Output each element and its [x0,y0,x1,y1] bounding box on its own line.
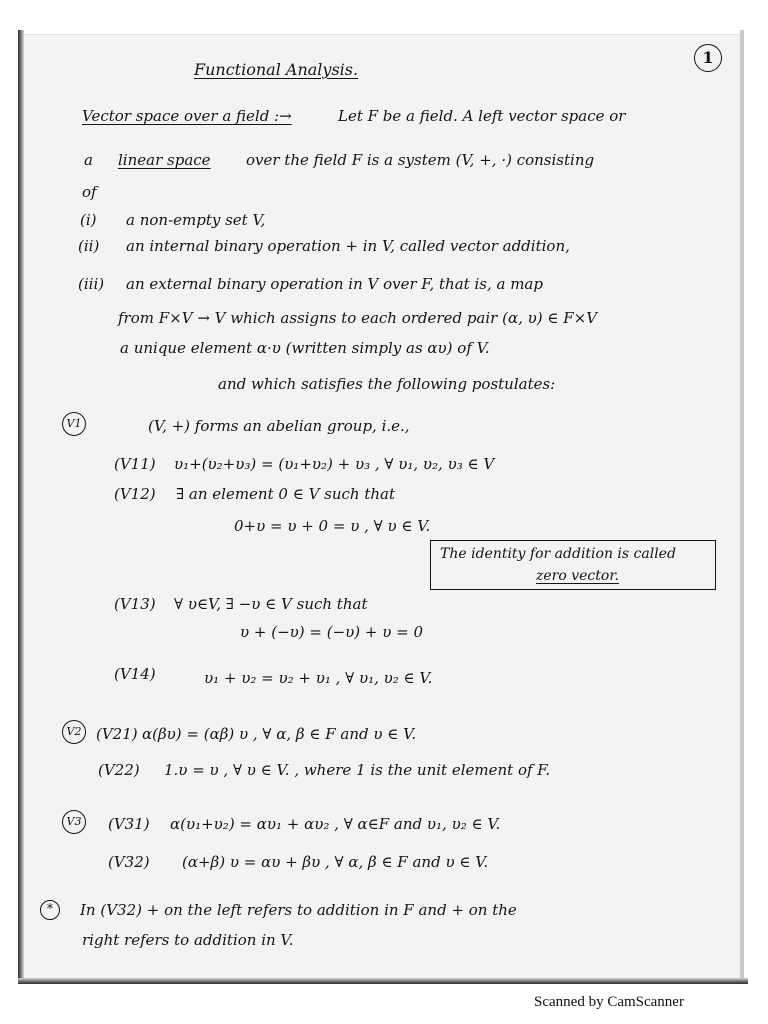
page-number: 1 [694,44,722,72]
axiom-label: (V22) [98,761,140,779]
axiom-text: α(υ₁+υ₂) = αυ₁ + αυ₂ , ∀ α∈F and υ₁, υ₂ ∈ V. [170,815,501,833]
postulate-v3-badge: V3 [62,810,86,834]
condition-3-continued: from F×V → V which assigns to each ordered pair (α, υ) ∈ F×V [118,309,598,327]
definition-line-2: over the field F is a system (V, +, ·) consisting [246,151,595,169]
axiom-label: (V31) [108,815,150,833]
postulate-v2-badge: V2 [62,720,86,744]
axiom-text: ∀ υ∈V, ∃ −υ ∈ V such that [174,595,368,613]
definition-line-1: Let F be a field. A left vector space or [338,107,626,125]
inverse-equation: υ + (−υ) = (−υ) + υ = 0 [240,623,423,641]
axiom-label: (V13) [114,595,156,613]
footnote-line-2: right refers to addition in V. [82,931,294,949]
camscanner-watermark: Scanned by CamScanner [534,994,684,1010]
axiom-label: (V11) [114,455,156,473]
postulate-v1-text: (V, +) forms an abelian group, i.e., [148,417,410,435]
condition-text: an external binary operation in V over F, that is, a map [126,275,543,293]
postulates-intro: and which satisfies the following postulates: [218,375,556,393]
condition-text: an internal binary operation + in V, called vector addition, [126,237,570,255]
axiom-text: υ₁ + υ₂ = υ₂ + υ₁ , ∀ υ₁, υ₂ ∈ V. [204,669,433,687]
axiom-label: (V12) [114,485,156,503]
axiom-text: ∃ an element 0 ∈ V such that [176,485,396,503]
asterisk-icon: * [40,900,60,920]
footnote-line-1: In (V32) + on the left refers to addition in F and + on the [80,901,517,919]
postulate-v1-badge: V1 [62,412,86,436]
page-edge-bottom [18,978,748,984]
axiom-label: (V21) [96,725,138,743]
zero-identity-equation: 0+υ = υ + 0 = υ , ∀ υ ∈ V. [234,517,431,535]
definition-line-3: of [82,183,97,201]
condition-num: (ii) [78,237,100,255]
axiom-text: υ₁+(υ₂+υ₃) = (υ₁+υ₂) + υ₃ , ∀ υ₁, υ₂, υ₃ ∈ V [174,455,495,473]
condition-text: a non-empty set V, [126,211,266,229]
axiom-text: α(βυ) = (αβ) υ , ∀ α, β ∈ F and υ ∈ V. [142,725,417,743]
page-edge-left [18,30,24,984]
zero-vector-note-line-2: zero vector. [536,568,619,584]
notebook-paper [22,34,744,980]
axiom-text: (α+β) υ = αυ + βυ , ∀ α, β ∈ F and υ ∈ V. [182,853,489,871]
axiom-label: (V14) [114,665,156,683]
zero-vector-note-line-1: The identity for addition is called [440,546,676,562]
definition-line-2-a: a [84,151,93,169]
page-edge-right [740,30,744,984]
condition-num: (i) [80,211,97,229]
definition-heading: Vector space over a field :→ [82,107,292,125]
condition-3-continued: a unique element α·υ (written simply as αυ) of V. [120,339,490,357]
page-title: Functional Analysis. [194,60,359,79]
axiom-text: 1.υ = υ , ∀ υ ∈ V. , where 1 is the unit element of F. [164,761,551,779]
condition-num: (iii) [78,275,105,293]
axiom-label: (V32) [108,853,150,871]
linear-space-term: linear space [118,151,211,169]
